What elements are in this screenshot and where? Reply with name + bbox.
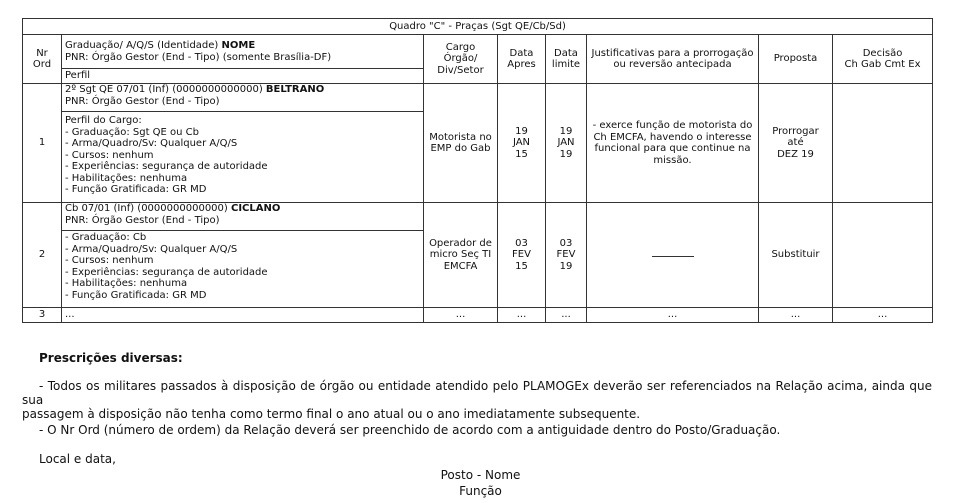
row-3-decisao: ... [833,308,933,323]
header-identidade: Graduação/ A/Q/S (Identidade) NOME PNR: Órgão Gestor (End - Tipo) (somente Brasília-DF) [62,35,424,69]
header-justificativas: Justificativas para a prorrogação ou reversão antecipada [587,35,759,84]
header-proposta: Proposta [759,35,833,84]
row-1-decisao [833,84,933,203]
row-1-justificativa: - exerce função de motorista do Ch EMCFA, havendo o interesse funcional para que continue na missão. [587,84,759,203]
header-cargo: Cargo Órgão/ Div/Setor [424,35,498,84]
document-page [22,18,932,323]
signature-name: Posto - Nome [440,468,521,482]
header-data-limite: Data limite [546,35,587,84]
prescricoes-title: Prescrições diversas: [39,351,183,365]
prescricao-paragraph-1: - Todos os militares passados à disposição de órgão ou entidade atendido pelo PLAMOGEx deverão ser referenciados na Relação acima, ainda que sua passagem à disposição não tenha como termo final o ano atual ou o ano imediatamente subsequente. [22,379,932,421]
row-3-identidade: ... [62,308,424,323]
row-2-perfil: - Graduação: Cb - Arma/Quadro/Sv: Qualquer A/Q/S - Cursos: nenhum - Experiências: segurança de autoridade - Habilitações: nenhuma - Função Gratificada: GR MD [62,231,424,308]
row-2-cargo: Operador de micro Seç TI EMCFA [424,203,498,308]
row-2-data-limite: 03 FEV 19 [546,203,587,308]
local-e-data: Local e data, [39,452,116,466]
header-decisao: Decisão Ch Gab Cmt Ex [833,35,933,84]
row-3-cargo: ... [424,308,498,323]
row-1-cargo: Motorista no EMP do Gab [424,84,498,203]
row-2-nr: 2 [23,203,62,308]
header-perfil: Perfil [62,69,424,84]
table-title: Quadro "C" - Praças (Sgt QE/Cb/Sd) [23,19,933,35]
row-2-identidade: Cb 07/01 (Inf) (0000000000000) CICLANO PNR: Órgão Gestor (End - Tipo) [62,203,424,231]
quadro-c-table [22,18,933,323]
row-1-identidade: 2º Sgt QE 07/01 (Inf) (0000000000000) BELTRANO PNR: Órgão Gestor (End - Tipo) [62,84,424,112]
row-1-nr: 1 [23,84,62,203]
row-3-data-limite: ... [546,308,587,323]
row-1-data-limite: 19 JAN 19 [546,84,587,203]
row-3-proposta: ... [759,308,833,323]
row-1-proposta: Prorrogar até DEZ 19 [759,84,833,203]
row-1-perfil: Perfil do Cargo: - Graduação: Sgt QE ou Cb - Arma/Quadro/Sv: Qualquer A/Q/S - Cursos: nenhum - Experiências: segurança de autoridade - Habilitações: nenhuma - Função Gratificada: GR MD [62,112,424,203]
header-nr-ord: Nr Ord [23,35,62,84]
row-2-justificativa [587,203,759,308]
row-3-justificativa: ... [587,308,759,323]
row-3-data-apres: ... [498,308,546,323]
prescricao-paragraph-2: - O Nr Ord (número de ordem) da Relação deverá ser preenchido de acordo com a antiguidade dentro do Posto/Graduação. [39,423,781,437]
blank-line [652,250,694,257]
header-data-apres: Data Apres [498,35,546,84]
signature-function: Função [459,484,502,498]
row-2-data-apres: 03 FEV 15 [498,203,546,308]
row-2-decisao [833,203,933,308]
row-3-nr: 3 [23,308,62,323]
row-1-data-apres: 19 JAN 15 [498,84,546,203]
row-2-proposta: Substituir [759,203,833,308]
